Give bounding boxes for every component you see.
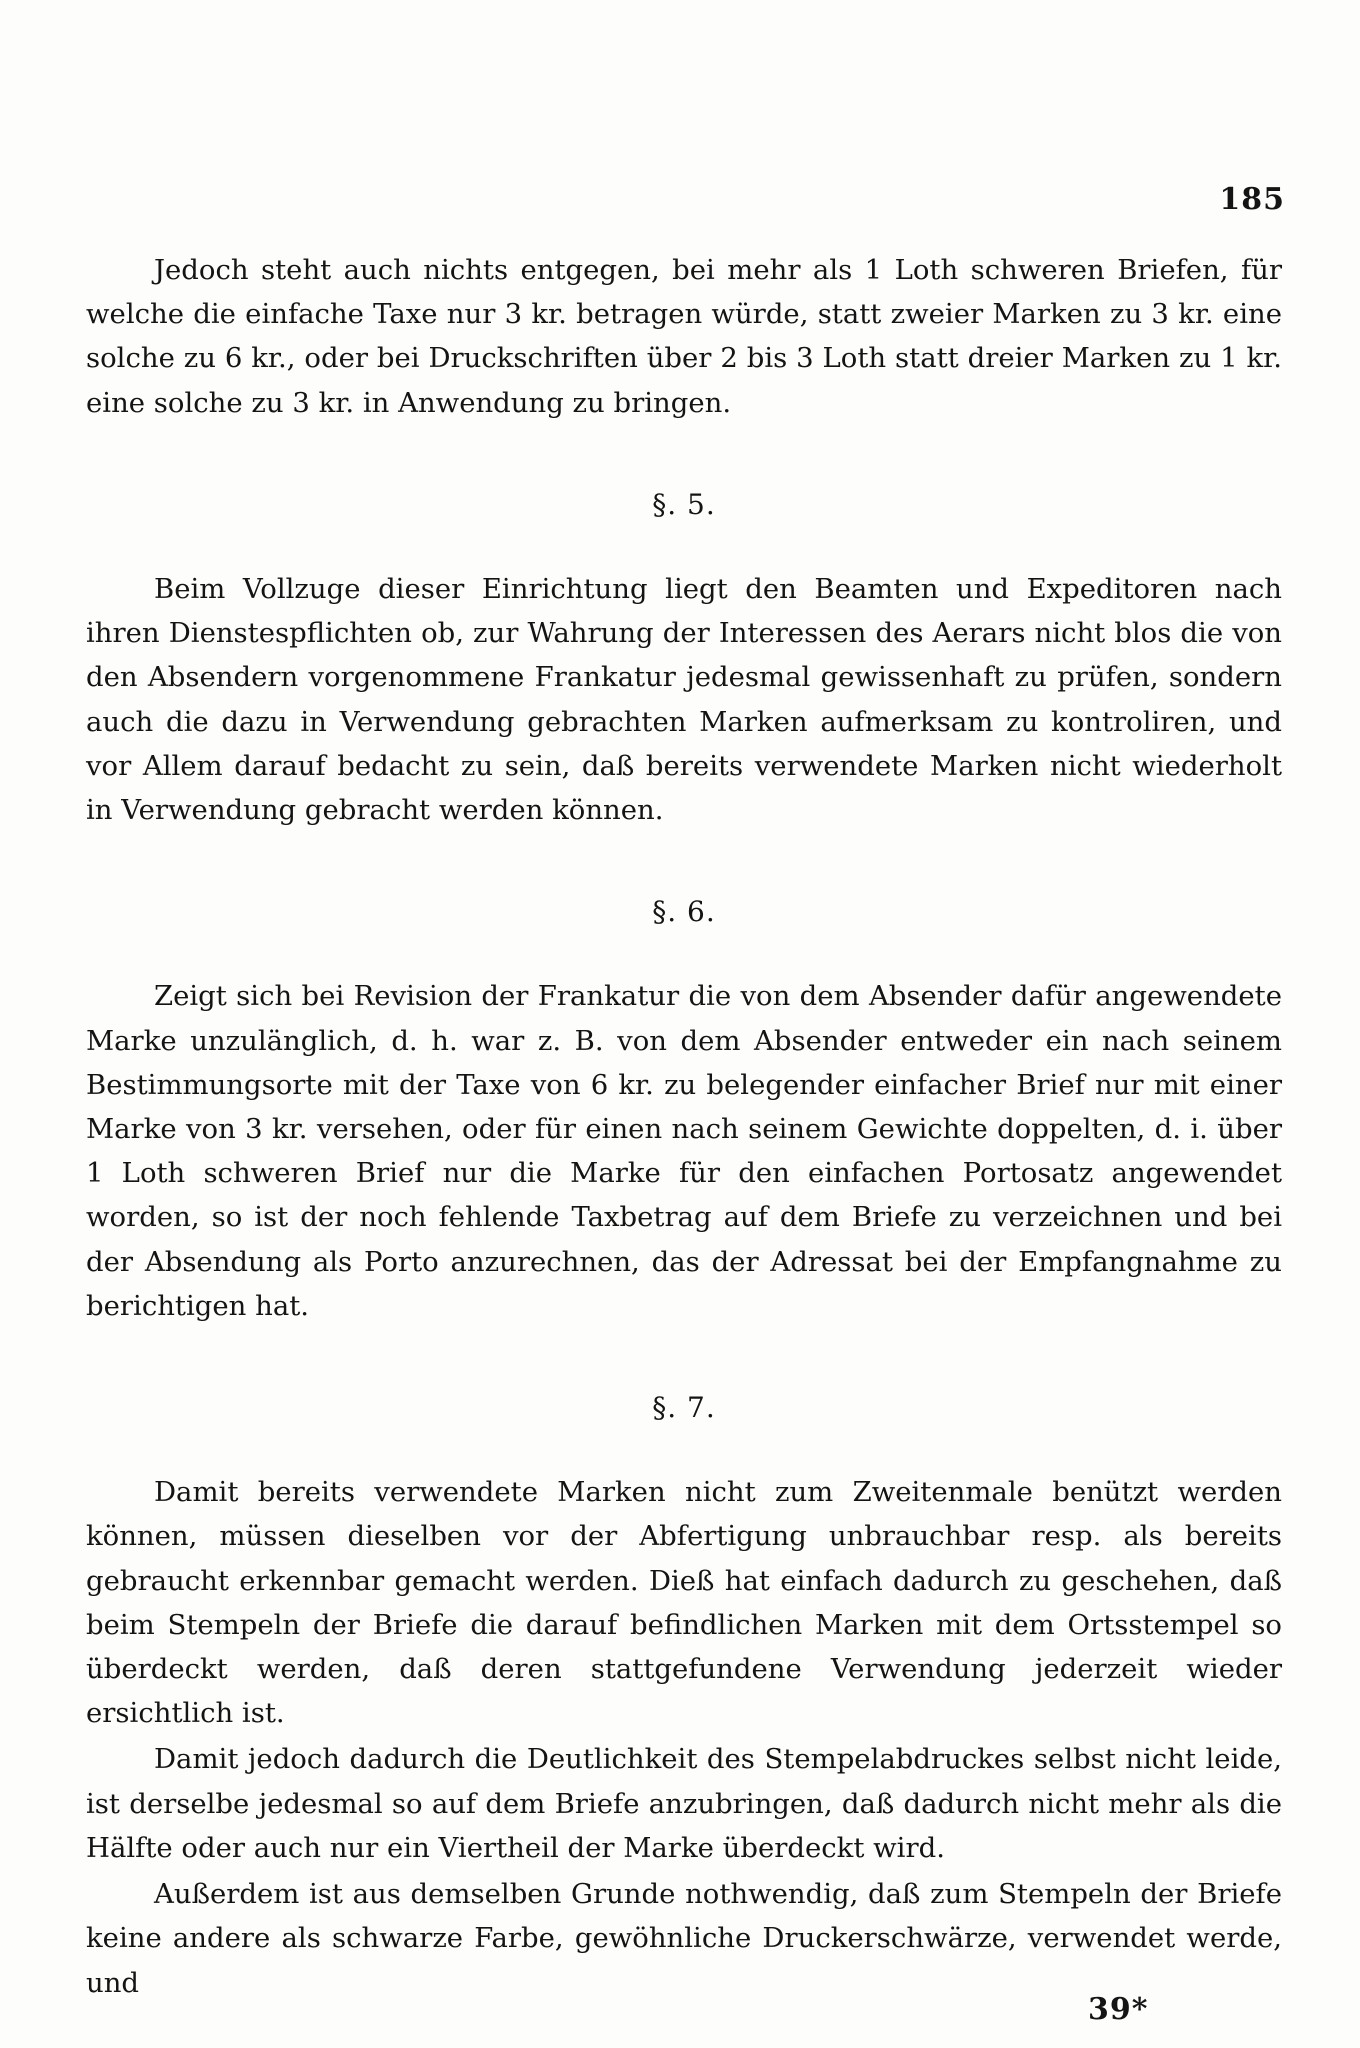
section-heading-5: §. 5. [652,487,716,521]
paragraph-section-5: Beim Vollzuge dieser Einrichtung liegt den Beamten und Expeditoren nach ihren Dienstespflichten ob, zur Wahrung der Interessen des Aerars nicht blos die von den Absendern vorgenommene Frankatur jedesmal gewissenhaft zu prüfen, sondern auch die dazu in Verwendung gebrachten Marken aufmerksam zu kontroliren, und vor Allem darauf bedacht zu sein, daß bereits verwendete Marken nicht wiederholt in Verwendung gebracht werden können. [86,573,1282,827]
paragraph-section-7-c: Außerdem ist aus demselben Grunde nothwendig, daß zum Stempeln der Briefe keine andere als schwarze Farbe, gewöhnliche Druckerschwärze, verwendet werde, und [86,1878,1282,1999]
paragraph-intro: Jedoch steht auch nichts entgegen, bei mehr als 1 Loth schweren Briefen, für welche die einfache Taxe nur 3 kr. betragen würde, statt zweier Marken zu 3 kr. eine solche zu 6 kr., oder bei Druckschriften über 2 bis 3 Loth statt dreier Marken zu 1 kr. eine solche zu 3 kr. in Anwendung zu bringen. [86,254,1282,419]
page-number: 185 [1219,182,1285,217]
section-heading-7: §. 7. [652,1391,716,1425]
body-text [86,248,1282,2005]
signature-mark: 39* [1088,1992,1149,2027]
paragraph-section-6: Zeigt sich bei Revision der Frankatur die von dem Absender dafür angewendete Marke unzulänglich, d. h. war z. B. von dem Absender entweder ein nach seinem Bestimmungsorte mit der Taxe von 6 kr. zu belegender einfacher Brief nur mit einer Marke von 3 kr. versehen, oder für einen nach seinem Gewichte doppelten, d. i. über 1 Loth schweren Brief nur die Marke für den einfachen Portosatz angewendet worden, so ist der noch fehlende Taxbetrag auf dem Briefe zu verzeichnen und bei der Absendung als Porto anzurechnen, das der Adressat bei der Empfangnahme zu berichtigen hat. [86,980,1282,1322]
section-heading-6: §. 6. [652,895,716,929]
paragraph-section-7-b: Damit jedoch dadurch die Deutlichkeit des Stempelabdruckes selbst nicht leide, ist derselbe jedesmal so auf dem Briefe anzubringen, daß dadurch nicht mehr als die Hälfte oder auch nur ein Viertheil der Marke überdeckt wird. [86,1743,1282,1864]
paragraph-section-7-a: Damit bereits verwendete Marken nicht zum Zweitenmale benützt werden können, müssen dieselben vor der Abfertigung unbrauchbar resp. als bereits gebraucht erkennbar gemacht werden. Dieß hat einfach dadurch zu geschehen, daß beim Stempeln der Briefe die darauf befindlichen Marken mit dem Ortsstempel so überdeckt werden, daß deren stattgefundene Verwendung jederzeit wieder ersichtlich ist. [86,1476,1282,1730]
